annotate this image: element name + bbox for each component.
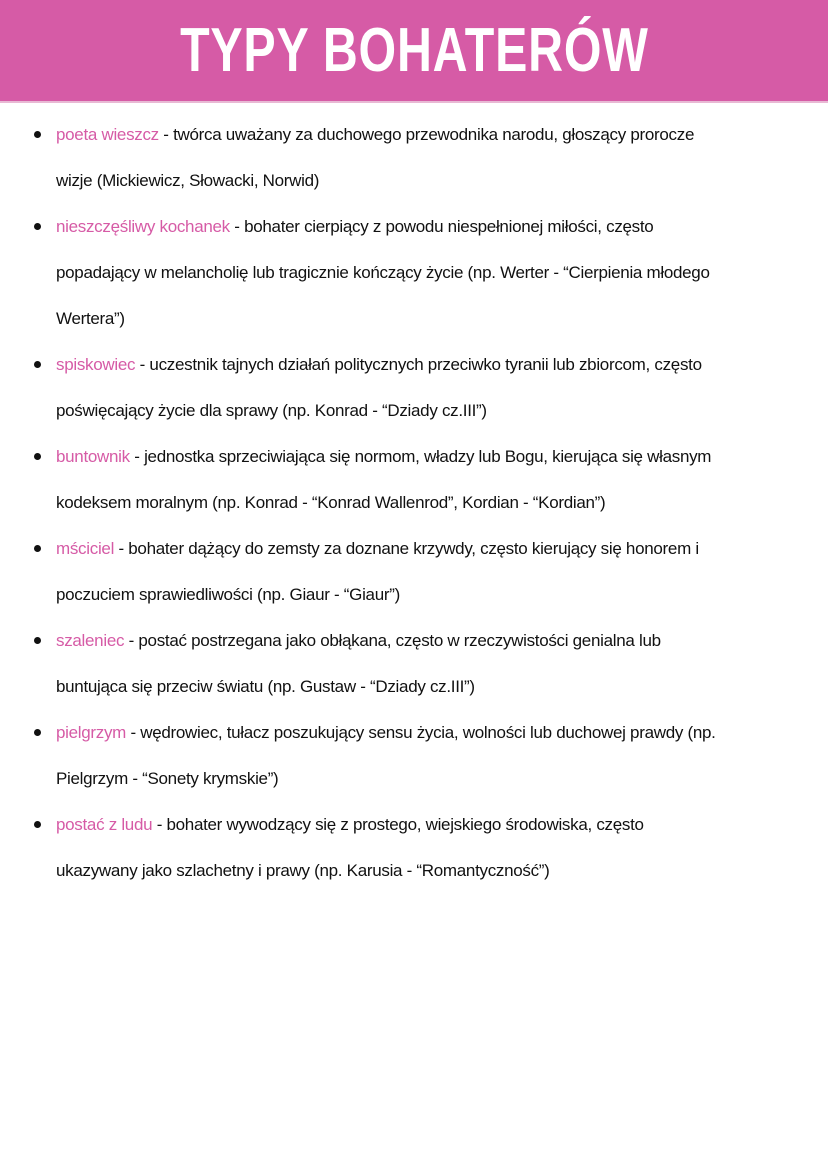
description: - bohater wywodzący się z prostego, wiejskiego środowiska, często ukazywany jako szlachetny i prawy (np. Karusia - “Romantyczność”) bbox=[56, 815, 644, 880]
description: - wędrowiec, tułacz poszukujący sensu życia, wolności lub duchowej prawdy (np. Pielgrzym - “Sonety krymskie”) bbox=[56, 723, 716, 788]
bullet-icon bbox=[34, 361, 41, 368]
term: spiskowiec bbox=[56, 355, 136, 374]
description: - twórca uważany za duchowego przewodnika narodu, głoszący prorocze wizje (Mickiewicz, Słowacki, Norwid) bbox=[56, 125, 695, 190]
term: poeta wieszcz bbox=[56, 125, 159, 144]
hero-types-list bbox=[28, 112, 728, 894]
list-item bbox=[28, 618, 728, 710]
bullet-icon bbox=[34, 131, 41, 138]
list-item bbox=[28, 342, 728, 434]
bullet-icon bbox=[34, 223, 41, 230]
description: - uczestnik tajnych działań politycznych przeciwko tyranii lub zbiorcom, często poświęcający życie dla sprawy (np. Konrad - “Dziady cz.III”) bbox=[56, 355, 702, 420]
bullet-icon bbox=[34, 821, 41, 828]
bullet-icon bbox=[34, 453, 41, 460]
bullet-icon bbox=[34, 637, 41, 644]
term: postać z ludu bbox=[56, 815, 153, 834]
page-title: TYPY BOHATERÓW bbox=[179, 16, 649, 85]
term: pielgrzym bbox=[56, 723, 127, 742]
list-item bbox=[28, 204, 728, 342]
bullet-icon bbox=[34, 545, 41, 552]
term: mściciel bbox=[56, 539, 115, 558]
list-item bbox=[28, 710, 728, 802]
list-item bbox=[28, 112, 728, 204]
list-item bbox=[28, 526, 728, 618]
description: - bohater dążący do zemsty za doznane krzywdy, często kierujący się honorem i poczuciem sprawiedliwości (np. Giaur - “Giaur”) bbox=[56, 539, 699, 604]
list-item bbox=[28, 434, 728, 526]
description: - jednostka sprzeciwiająca się normom, władzy lub Bogu, kierująca się własnym kodeksem moralnym (np. Konrad - “Konrad Wallenrod”, Kordian - “Kordian”) bbox=[56, 447, 712, 512]
term: buntownik bbox=[56, 447, 130, 466]
list-item bbox=[28, 802, 728, 894]
term: szaleniec bbox=[56, 631, 125, 650]
term: nieszczęśliwy kochanek bbox=[56, 217, 230, 236]
description: - postać postrzegana jako obłąkana, często w rzeczywistości genialna lub buntująca się przeciw światu (np. Gustaw - “Dziady cz.III”) bbox=[56, 631, 661, 696]
title-banner bbox=[0, 0, 828, 103]
description: - bohater cierpiący z powodu niespełnionej miłości, często popadający w melancholię lub tragicznie kończący życie (np. Werter - “Cierpienia młodego Wertera”) bbox=[56, 217, 710, 328]
bullet-icon bbox=[34, 729, 41, 736]
